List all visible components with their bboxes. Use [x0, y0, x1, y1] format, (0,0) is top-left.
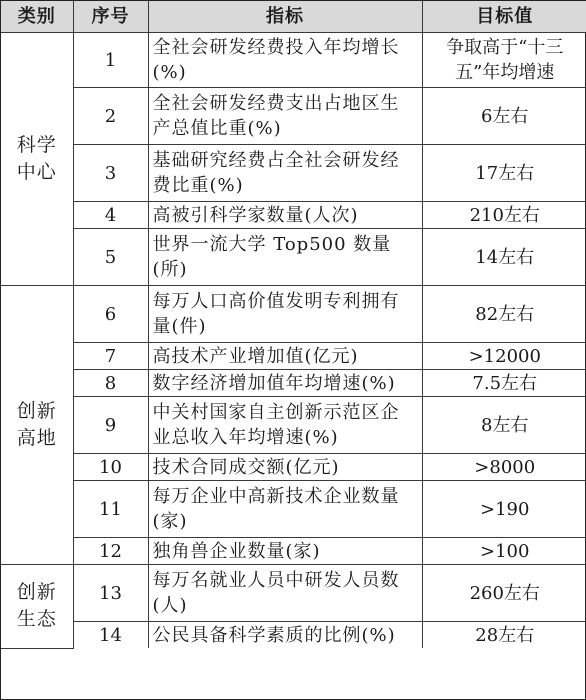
indicator-cell: 高技术产业增加值(亿元) — [148, 343, 422, 370]
indicator-cell: 技术合同成交额(亿元) — [148, 454, 422, 481]
table-row — [1, 370, 586, 397]
table-row — [1, 145, 586, 202]
target-cell: 8左右 — [422, 397, 586, 454]
target-cell: >8000 — [422, 454, 586, 481]
target-cell: 17左右 — [422, 145, 586, 202]
table-row — [1, 229, 586, 286]
category-innovation-highland — [1, 286, 73, 565]
target-cell: 82左右 — [422, 286, 586, 343]
category-innovation-ecology — [1, 565, 73, 649]
target-cell: 争取高于“十三五”年均增速 — [422, 33, 586, 88]
indicator-cell: 每万企业中高新技术企业数量(家) — [148, 481, 422, 538]
header-category: 类别 — [1, 1, 73, 33]
table-row — [1, 481, 586, 538]
indicator-cell: 全社会研发经费支出占地区生产总值比重(%) — [148, 88, 422, 145]
indicator-cell: 每万人口高价值发明专利拥有量(件) — [148, 286, 422, 343]
indicator-cell: 中关村国家自主创新示范区企业总收入年均增速(%) — [148, 397, 422, 454]
table-row — [1, 286, 586, 343]
row-number: 14 — [73, 622, 148, 649]
header-indicator: 指标 — [148, 1, 422, 33]
row-number: 8 — [73, 370, 148, 397]
target-cell: 14左右 — [422, 229, 586, 286]
table-row — [1, 343, 586, 370]
row-number: 4 — [73, 202, 148, 229]
category-science-center — [1, 33, 73, 286]
target-cell: >190 — [422, 481, 586, 538]
table-row — [1, 622, 586, 649]
table-header-row — [1, 1, 586, 33]
indicator-cell: 每万名就业人员中研发人员数(人) — [148, 565, 422, 622]
indicator-cell: 高被引科学家数量(人次) — [148, 202, 422, 229]
table-row — [1, 454, 586, 481]
indicator-cell: 公民具备科学素质的比例(%) — [148, 622, 422, 649]
table-row — [1, 538, 586, 565]
row-number: 7 — [73, 343, 148, 370]
target-cell: >100 — [422, 538, 586, 565]
indicator-cell: 基础研究经费占全社会研发经费比重(%) — [148, 145, 422, 202]
row-number: 2 — [73, 88, 148, 145]
target-cell: 260左右 — [422, 565, 586, 622]
category-label: 创新生态 — [16, 581, 57, 631]
row-number: 12 — [73, 538, 148, 565]
row-number: 13 — [73, 565, 148, 622]
category-label: 创新高地 — [16, 400, 57, 449]
target-cell: 210左右 — [422, 202, 586, 229]
indicator-table — [1, 1, 586, 649]
header-serial: 序号 — [73, 1, 148, 33]
target-cell: 7.5左右 — [422, 370, 586, 397]
target-cell: 6左右 — [422, 88, 586, 145]
row-number: 9 — [73, 397, 148, 454]
indicator-cell: 世界一流大学 Top500 数量(所) — [148, 229, 422, 286]
row-number: 3 — [73, 145, 148, 202]
table-row — [1, 202, 586, 229]
category-label: 科学中心 — [16, 134, 57, 183]
row-number: 6 — [73, 286, 148, 343]
row-number: 1 — [73, 33, 148, 88]
table-row — [1, 565, 586, 622]
indicator-cell: 独角兽企业数量(家) — [148, 538, 422, 565]
target-cell: 28左右 — [422, 622, 586, 649]
table-row — [1, 33, 586, 88]
row-number: 5 — [73, 229, 148, 286]
row-number: 11 — [73, 481, 148, 538]
indicator-cell: 数字经济增加值年均增速(%) — [148, 370, 422, 397]
header-target: 目标值 — [422, 1, 586, 33]
target-cell: >12000 — [422, 343, 586, 370]
table-row — [1, 88, 586, 145]
indicator-cell: 全社会研发经费投入年均增长(%) — [148, 33, 422, 88]
row-number: 10 — [73, 454, 148, 481]
table-row — [1, 397, 586, 454]
